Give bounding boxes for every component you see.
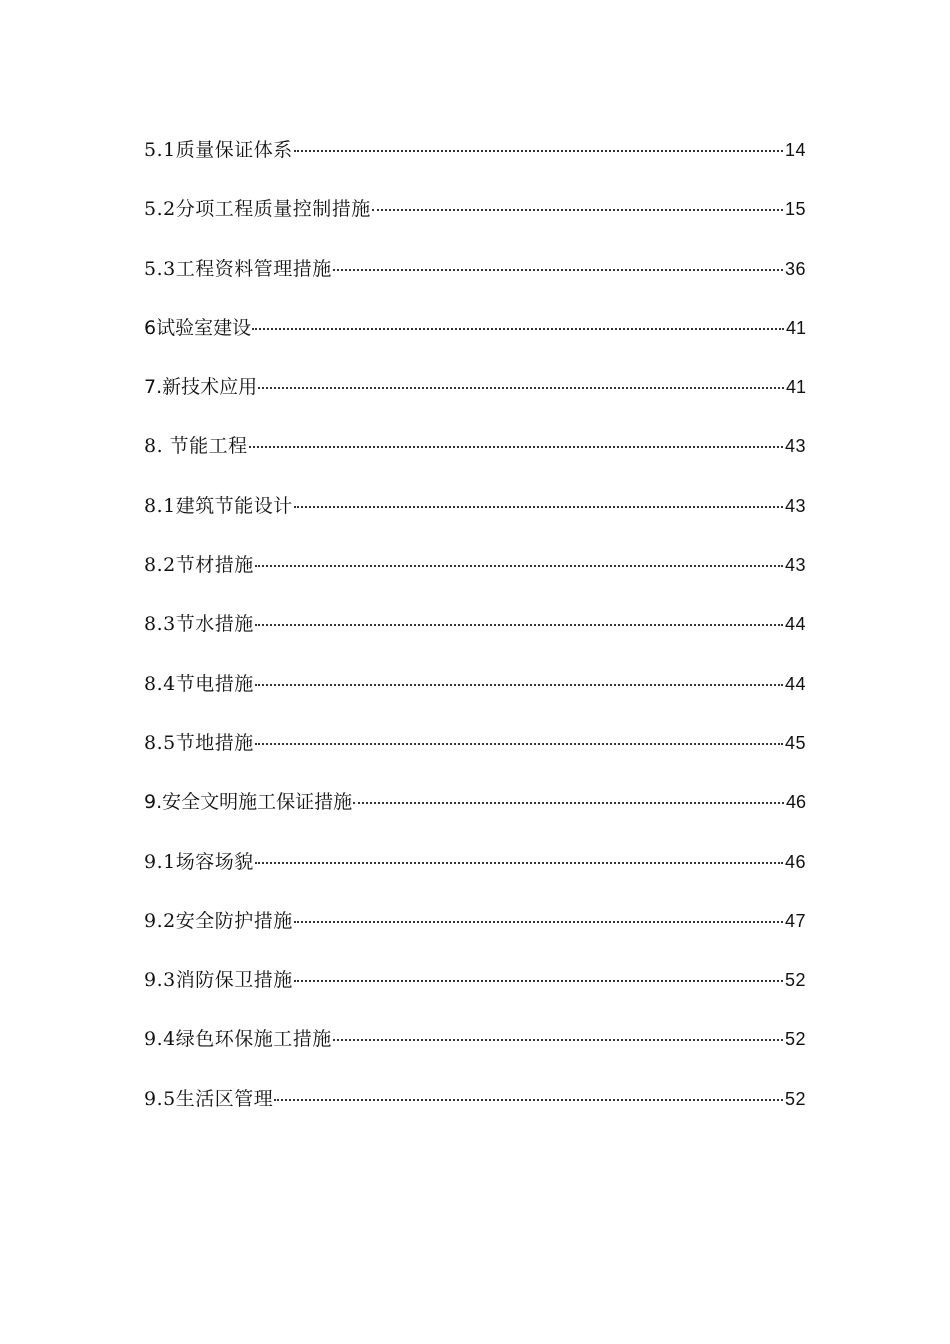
- toc-entry[interactable]: [144, 662, 806, 721]
- toc-entry[interactable]: [144, 306, 806, 365]
- toc-entry[interactable]: [144, 840, 806, 899]
- toc-page-number: 36: [784, 258, 806, 279]
- toc-entry[interactable]: [144, 958, 806, 1017]
- toc-dot-leader: [255, 862, 783, 864]
- toc-entry-title: 9.2安全防护措施: [144, 909, 293, 932]
- toc-entry[interactable]: [144, 128, 806, 187]
- toc-entry[interactable]: [144, 365, 806, 424]
- toc-entry-title: 8.4节电措施: [144, 672, 254, 695]
- toc-entry[interactable]: [144, 247, 806, 306]
- toc-entry-title: 8.1建筑节能设计: [144, 494, 293, 517]
- toc-entry-title: 7.新技术应用: [144, 376, 258, 399]
- toc-entry[interactable]: [144, 602, 806, 661]
- toc-entry[interactable]: [144, 484, 806, 543]
- toc-page-number: 14: [784, 140, 806, 160]
- toc-page-number: 43: [784, 495, 806, 516]
- toc-page-number: 15: [784, 199, 806, 220]
- toc-page-number: 44: [784, 614, 806, 635]
- toc-page-number: 45: [784, 732, 806, 753]
- toc-entry[interactable]: [144, 543, 806, 602]
- toc-entry[interactable]: [144, 187, 806, 246]
- toc-entry-title: 8. 节能工程: [144, 435, 248, 458]
- toc-page-number: 52: [784, 1029, 806, 1050]
- toc-entry-title: 8.3节水措施: [144, 613, 254, 636]
- toc-dot-leader: [255, 624, 783, 626]
- toc-dot-leader: [255, 743, 783, 745]
- toc-dot-leader: [255, 565, 783, 567]
- table-of-contents: [144, 128, 806, 1136]
- toc-dot-leader: [258, 387, 784, 389]
- toc-dot-leader: [294, 980, 783, 982]
- toc-page-number: 47: [784, 910, 806, 931]
- toc-page-number: 52: [784, 1088, 806, 1109]
- toc-page-number: 41: [785, 317, 806, 338]
- toc-entry[interactable]: [144, 1017, 806, 1076]
- toc-entry-title: 5.1质量保证体系: [144, 139, 293, 161]
- toc-dot-leader: [333, 1039, 783, 1041]
- toc-entry[interactable]: [144, 424, 806, 483]
- toc-entry[interactable]: [144, 899, 806, 958]
- toc-dot-leader: [372, 209, 783, 211]
- toc-entry[interactable]: [144, 780, 806, 839]
- toc-page-number: 46: [785, 792, 806, 813]
- toc-entry-title: 9.3消防保卫措施: [144, 969, 293, 992]
- toc-entry-title: 6试验室建设: [144, 316, 252, 339]
- toc-dot-leader: [274, 1099, 783, 1101]
- toc-entry[interactable]: [144, 1077, 806, 1136]
- toc-dot-leader: [294, 150, 783, 152]
- toc-page-number: 44: [784, 673, 806, 694]
- toc-entry[interactable]: [144, 721, 806, 780]
- toc-dot-leader: [294, 506, 783, 508]
- toc-page-number: 43: [784, 436, 806, 457]
- toc-entry-title: 9.1场容场貌: [144, 850, 254, 873]
- toc-entry-title: 8.5节地措施: [144, 731, 254, 754]
- toc-entry-title: 9.5生活区管理: [144, 1087, 274, 1110]
- toc-page-number: 43: [784, 555, 806, 576]
- toc-entry-title: 5.2分项工程质量控制措施: [144, 198, 371, 221]
- toc-dot-leader: [353, 802, 784, 804]
- toc-entry-title: 8.2节材措施: [144, 554, 254, 577]
- toc-entry-title: 9.安全文明施工保证措施: [144, 791, 353, 814]
- toc-dot-leader: [252, 328, 784, 330]
- toc-dot-leader: [255, 684, 783, 686]
- toc-entry-title: 9.4绿色环保施工措施: [144, 1028, 332, 1051]
- toc-page-number: 52: [784, 970, 806, 991]
- toc-dot-leader: [249, 446, 783, 448]
- toc-page-number: 46: [784, 851, 806, 872]
- toc-dot-leader: [294, 921, 783, 923]
- toc-entry-title: 5.3工程资料管理措施: [144, 257, 332, 280]
- toc-page-number: 41: [785, 377, 806, 398]
- toc-dot-leader: [333, 269, 783, 271]
